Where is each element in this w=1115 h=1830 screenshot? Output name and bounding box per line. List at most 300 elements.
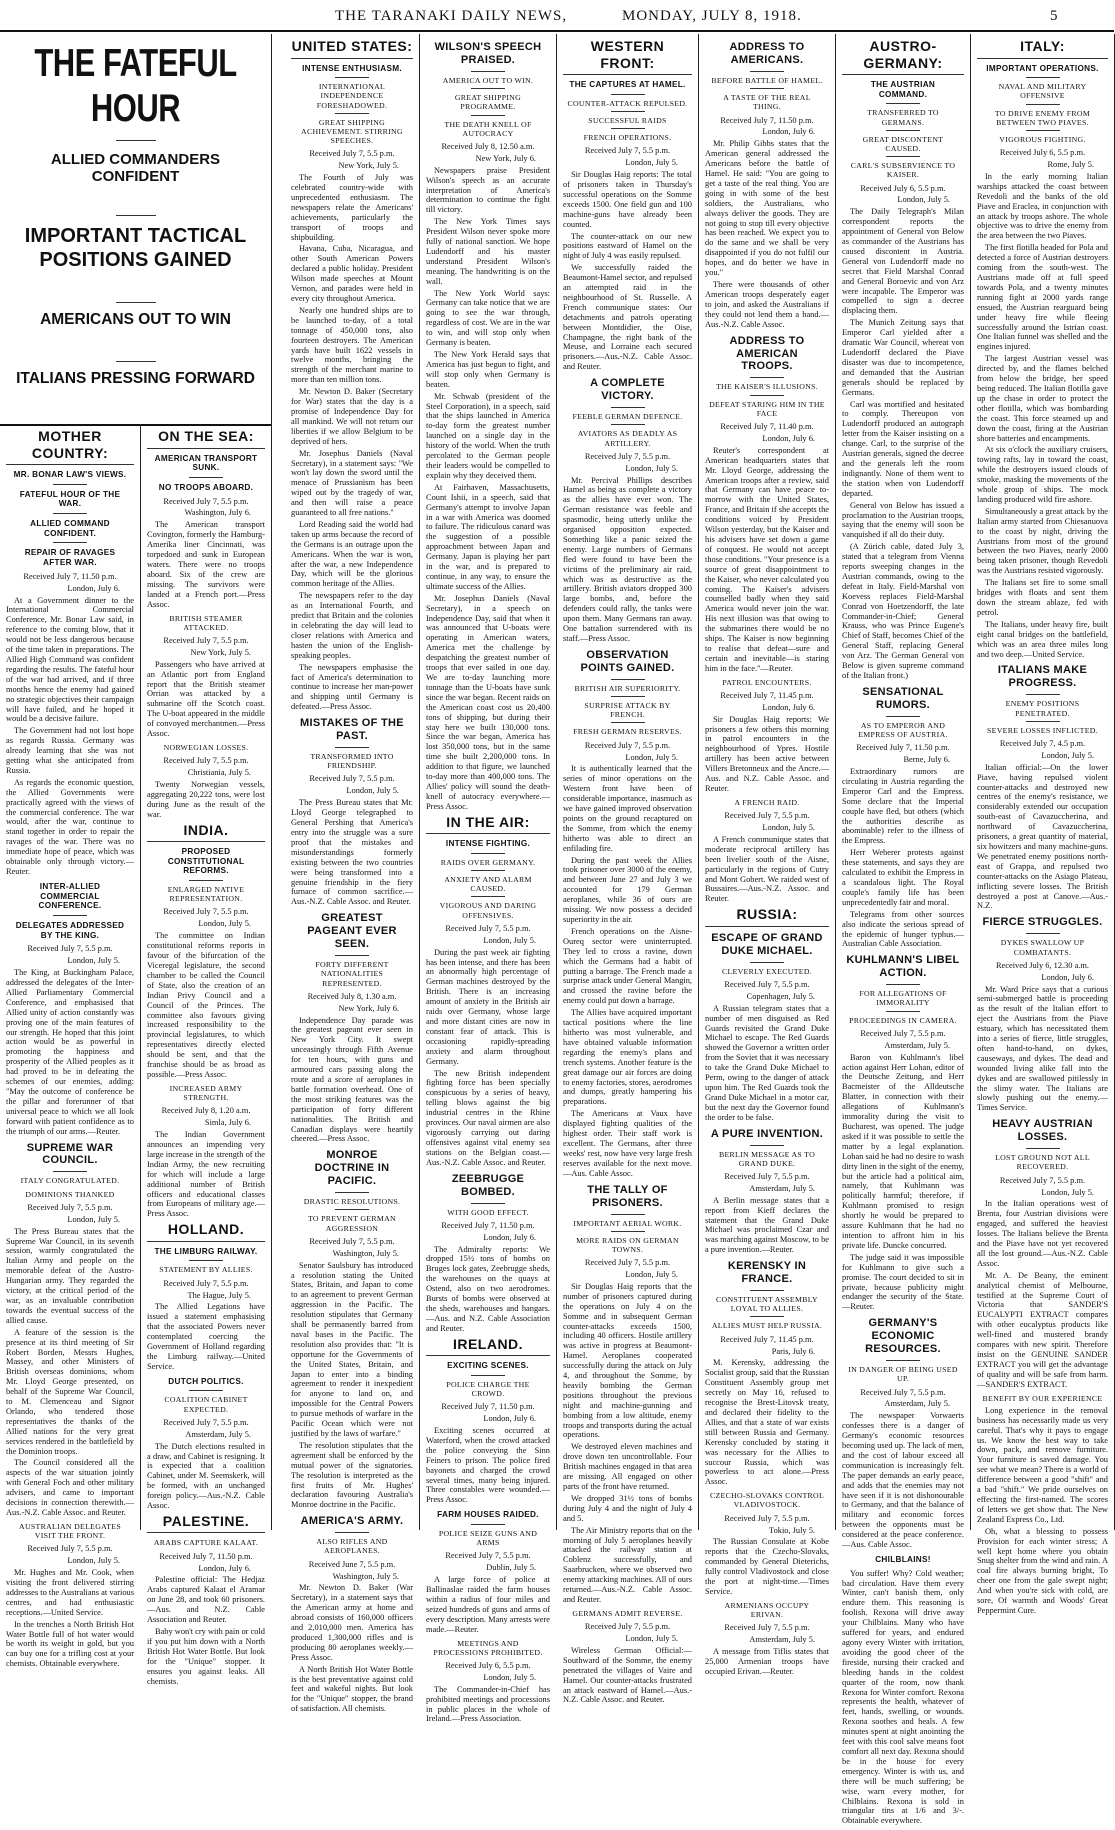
subhead: VIGOROUS AND DARING OFFENSIVES. bbox=[439, 901, 537, 920]
paragraph: We destroyed eleven machines and drove down ten uncontrollable. Four British machines engaged in that area are missing. All engaged on other parts of the front have returned. bbox=[563, 1442, 692, 1492]
paragraph: During the past week the Allies took prisoner over 3000 of the enemy, and between June 27 and July 3 we accounted for 179 German aeroplanes, while 36 of ours are missing. We now possess a decided superiority in the air. bbox=[563, 855, 692, 925]
lead-headlines bbox=[0, 34, 271, 400]
subhead: ALSO RIFLES AND AEROPLANES. bbox=[316, 1537, 388, 1556]
subhead: POLICE SEIZE GUNS AND ARMS bbox=[438, 1528, 538, 1548]
headline: OBSERVATION POINTS GAINED. bbox=[580, 648, 675, 674]
lead-subhead-3: AMERICANS OUT TO WIN bbox=[40, 311, 231, 328]
paragraph: The Allies have acquired important tactical positions where the line hitherto was most vulnerable, and have obtained valuable information regarding the enemy's plans and trench systems. Another feature is the great damage our air forces are doing to enemy factories, stores, aerodromes and dumps, greatly hampering his preparations. bbox=[563, 1008, 692, 1107]
paragraph: We dropped 31½ tons of bombs during July 4 and the night of July 4 and 5. bbox=[563, 1493, 692, 1523]
location-line: Amsterdam, July 5. bbox=[884, 1399, 950, 1409]
paragraph: The New York Herald says that America has just begun to fight, and will stop only when Germany is beaten. bbox=[426, 350, 550, 389]
paragraph: Wireless German Official:—Southward of the Somme, the enemy penetrated the villages of Vaire and Hamel. Our counter-attacks frustrated an attack eastward of Hamel.—Aus.-N.Z. Cable Assoc. and Reuter. bbox=[563, 1645, 692, 1705]
dateline: Received July 7, 5.5 p.m. bbox=[27, 944, 113, 954]
subhead: VIGOROUS FIGHTING. bbox=[999, 134, 1086, 144]
subhead: DYKES SWALLOW UP COMBATANTS. bbox=[1000, 938, 1085, 957]
subhead: CZECHO-SLOVAKS CONTROL VLADIVOSTOCK. bbox=[709, 1491, 825, 1510]
subhead: GREAT SHIPPING PROGRAMME. bbox=[454, 93, 522, 112]
advertisement: Oh, what a blessing to possess Provision for each winter stress; A well kept home where you obtain Snug shelter from the wind and rain. A coal fire always burning bright, To cheer one from the gale swept night; And when you're sick with cold, are sore, Of warmth and Woods' Great Peppermint Cure. bbox=[977, 1526, 1108, 1615]
location-line: London, July 5. bbox=[1041, 1187, 1094, 1197]
paragraph: The newspapers emphasise the fact of America's determination to continue to increase her man-power and shipping until Germany is defeated.—Press Assoc. bbox=[291, 662, 413, 712]
column-wilson-speech bbox=[420, 34, 557, 1724]
location-line: Christiania, July 5. bbox=[187, 768, 251, 778]
subhead: BRITISH AIR SUPERIORITY. bbox=[574, 683, 681, 693]
dateline: Received July 7, 5.5 p.m. bbox=[724, 979, 810, 989]
paragraph: The resolution stipulates that the agreement shall be enforced by the mutual power of the signatories. The resolution is interpreted as the first fruits of Mr. Hughes' declaration favouring Australia's Monroe doctrine in the Pacific. bbox=[291, 1440, 413, 1510]
lead-subhead-1: ALLIED COMMANDERS CONFIDENT bbox=[50, 151, 221, 185]
paragraph: We successfully raided the Beaumont-Hamel sector, and repulsed an attempted raid in the neighbourhood of St. Russelle. A French communique states: Our detachments and patrols operating between Montdidier, the Oise, Champagne, the right bank of the Meuse, and Lorraine each secured prisoners.—Aus.-N.Z. Cable Assoc. and Reuter. bbox=[563, 263, 692, 372]
paragraph: The Council considered all the aspects of the war situation jointly with General Foch and other military advisers, and came to important decisions in connection therewith.—Aus.-N.Z. Cable Assoc. and Reuter. bbox=[6, 1458, 134, 1517]
subhead: FRENCH OPERATIONS. bbox=[583, 133, 672, 143]
location-line: London, July 5. bbox=[897, 195, 950, 205]
headline: INTENSE ENTHUSIASM. bbox=[302, 63, 402, 73]
location-line: New York, July 6. bbox=[475, 153, 536, 163]
subhead: BERLIN MESSAGE AS TO GRAND DUKE. bbox=[718, 1149, 816, 1168]
paragraph: The Press Bureau states that Mr. Lloyd George telegraphed to General Pershing that America's entry into the struggle was a sure proof that the mistakes and misunderstandings formerly existing between the two countries were being transformed into a genuine friendship in the fiery furnace of common sacrifice.—Aus.-N.Z. Cable Assoc. and Reuter. bbox=[291, 798, 413, 907]
location-line: Dublin, July 5. bbox=[486, 1563, 536, 1573]
page-number: 5 bbox=[1050, 8, 1059, 24]
subhead: ALLIED COMMAND CONFIDENT. bbox=[30, 519, 110, 538]
paragraph: Sir Douglas Haig reports: We prisoners a few others this morning in patrol encounters in the neighbourhood of Ypres. Hostile artillery has been active between Villers Bretonneux and the Ancre.—Aus. and N.Z. Cable Assoc. and Reuter. bbox=[705, 714, 829, 793]
paragraph: A large force of police at Ballinaslae raided the farm houses within a radius of four miles and seized hundreds of guns and arms of every description. Many arrests were made.—Reuter. bbox=[426, 1575, 550, 1634]
headline: THE TALLY OF PRISONERS. bbox=[587, 1183, 668, 1209]
subhead: REPAIR OF RAVAGES AFTER WAR. bbox=[24, 548, 116, 568]
paragraph: The Allied Legations have issued a statement emphasising that the associated Powers never contemplated coercing the Government of Holland regarding the Limburg railway.—United Service. bbox=[147, 1302, 265, 1371]
advertisement: Long experience in the removal business has necessarily made us very careful. That's why it pays to engage us. We know the best way to take down, pack, and remove furniture. Your furniture is saved damage. You see what we mean? There is a world of difference between a good "shift" and a bad "shift." We pride ourselves on effecting the first-named. The scores of letters we get show that. The New Zealand Express Co., Ltd. bbox=[977, 1405, 1108, 1524]
location-line: Amsterdam, July 5. bbox=[749, 1635, 815, 1645]
location-line: London, July 6. bbox=[1041, 972, 1094, 982]
paragraph: Mr. Hughes and Mr. Cook, when visiting the front delivered stirring addresses to the Australians at various centres, and had enthusiastic receptions.—United Service. bbox=[6, 1568, 134, 1617]
paragraph: Herr Weberer protests against these statements, and says they are calculated to exhibit the Empress in a scandalous light. The Royal couple's family life has been unprecedentedly fair and moral. bbox=[842, 848, 964, 907]
subhead: ARABS CAPTURE KALAAT. bbox=[153, 1538, 259, 1548]
subhead: ANXIETY AND ALARM CAUSED. bbox=[444, 875, 532, 894]
location-line: New York, July 5. bbox=[190, 647, 251, 657]
paragraph: A Russian telegram states that a number of men disguised as Red Guards revisited the Grand Duke Michael to escape. The Red Guards showed the Governor a written order from the Soviet that it was necessary to take the Grand Duke Michael to Perm, owing to the danger of attack upon him. The Red Guards took the Grand Duke Michael in a motor car, but the next day the Governor found the order to be false. bbox=[705, 1003, 829, 1122]
paragraph: A feature of the session is the presence at its third meeting of Sir Robert Borden, Messrs Hughes, Massey, and other Ministers of British overseas dominions, whom Mr. Lloyd George presented, on behalf of the Supreme War Council, to M. Clemenceau and Signor Orlando, who tendered those representatives the thanks of the Allied nations for the very great services rendered in the battlefield by the Dominion troops. bbox=[6, 1327, 134, 1456]
section-heading: ON THE SEA: bbox=[147, 428, 265, 449]
location-line: London, July 6. bbox=[67, 583, 120, 593]
paragraph: General von Below has issued a proclamation to the Austrian troops, saying that the enemy will soon be vanquished if all do their duty. bbox=[842, 500, 964, 540]
dateline: Received July 7, 11.50 p.m. bbox=[23, 571, 117, 581]
paragraph: The American transport Covington, formerly the Hamburg-Amerika liner Cincinnati, was torpedoed and sunk in European waters. There were no troops aboard. Six of the crew are missing. The survivors were landed at a French port.—Press Assoc. bbox=[147, 520, 265, 609]
paragraph: At a Government dinner to the International Commercial Conference, Mr. Bonar Law said, in reference to the coming blow, that it would not be less dangerous because of the time taken in preparations. The Allied High Command was confident regarding the results. The fateful hour of the war had arrived, and if three months hence the enemy had gained no strategic objectives their campaign will have failed, and he hoped it would be a decisive failure. bbox=[6, 595, 134, 724]
subhead: ENEMY POSITIONS PENETRATED. bbox=[1005, 699, 1080, 718]
dateline: Received July 6, 12.30 a.m. bbox=[995, 960, 1090, 970]
dateline: Received July 7, 11.50 p.m. bbox=[441, 1220, 535, 1230]
subhead: FRESH GERMAN RESERVES. bbox=[573, 727, 682, 737]
headline: GERMANY'S ECONOMIC RESOURCES. bbox=[865, 1317, 941, 1356]
location-line: Simla, July 6. bbox=[204, 1118, 251, 1128]
subhead: ITALY CONGRATULATED. bbox=[20, 1176, 120, 1186]
headline: FIERCE STRUGGLES. bbox=[982, 916, 1103, 929]
location-line: London, July 5. bbox=[198, 919, 251, 929]
location-line: London, July 5. bbox=[1041, 750, 1094, 760]
paragraph: Simultaneously a great attack by the Italian army started from Chiesanuova to the coast by night, driving the Austrians from most of the ground between the two Piaves, nearly 2000 being taken prisoner, though Revedoli was the Austrians resisted vigorously. bbox=[977, 506, 1108, 576]
headline: MR. BONAR LAW'S VIEWS. bbox=[13, 470, 127, 480]
subhead: INTERNATIONAL INDEPENDENCE FORESHADOWED. bbox=[316, 82, 388, 110]
location-line: Amsterdam, July 5. bbox=[185, 1429, 251, 1439]
paragraph: M. Kerensky, addressing the Socialist group, said that the Russian Constituent Assembly group met secretly on May 16, refused to recognise the Brest-Litovsk treaty, and declared their fidelity to the Allies, and that a state of war exists still between Russia and Germany. Kerensky concluded by stating it was necessary for the Allies to succour Russia, which was powerless to act alone.—Press Assoc. bbox=[705, 1358, 829, 1487]
headline: AMERICA'S ARMY. bbox=[300, 1515, 404, 1528]
paragraph: There were thousands of other American troops desperately eager to join, and asked the Australians if they could not lend them a hand.—Aus.-N.Z. Cable Assoc. bbox=[705, 280, 829, 329]
dateline: Received July 7, 11.45 p.m. bbox=[720, 690, 814, 700]
subhead: IMPORTANT AERIAL WORK. bbox=[573, 1218, 682, 1228]
dateline: Received July 7, 5.5 p.m. bbox=[584, 451, 671, 461]
dateline: Received July 7, 11.40 p.m. bbox=[720, 422, 814, 431]
location-line: London, July 5. bbox=[625, 463, 678, 473]
subhead: MEETINGS AND PROCESSIONS PROHIBITED. bbox=[433, 1638, 543, 1657]
paragraph: Havana, Cuba, Nicaragua, and other South American Powers declared a public holiday. President Wilson made speeches at Mount Vernon, and parades were held in every city throughout America. bbox=[291, 244, 413, 303]
paragraph: The Commander-in-Chief has prohibited meetings and processions in public places in the whole of Ireland.—Press Association. bbox=[426, 1684, 550, 1724]
dateline: Received July 7, 11.50 p.m. bbox=[856, 743, 950, 753]
subhead: IN DANGER OF BEING USED UP. bbox=[848, 1365, 958, 1384]
paragraph: Independence Day parade was the greatest pageant ever seen in New York City. It swept unceasingly through Fifth Avenue for ten hours, with guns and armoured cars passing along the route and a score of aeroplanes in battle formation overhead. One of the most striking features was the participation of forty different nationalities. The British and Canadian displays were heartily cheered.—Press Assoc. bbox=[291, 1015, 413, 1144]
paragraph: In the Italian operations west of Brenta, four Austrian divisions were engaged, and suffered the heaviest losses. The Italians believe the Brenta and the Piave have not yet recovered all the lost ground.—Aus.-N.Z. Cable Assoc. bbox=[977, 1199, 1108, 1268]
paragraph: Mr. Schwab (president of the Steel Corporation), in a speech, said that the ships launched in America to-day form the greatest number launched on a single day in the history of the world. When the truth percolated to the German people their leaders would be compelled to explain why they deceived them. bbox=[426, 391, 550, 480]
headline: SENSATIONAL RUMORS. bbox=[862, 685, 944, 711]
paragraph: The New York World says: Germany can take notice that we are going to see the war through, regardless of cost. We are in the war to win, and will stop only when Germany is beaten. bbox=[426, 288, 550, 348]
dateline: Received July 7, 5.5 p.m. bbox=[724, 1623, 810, 1633]
paragraph: The largest Austrian vessel was directed by, and the flames belched from below the bridge, her speed being reduced. The Italian flotilla gave up the chase in order to protect the other flotilla, which was bombarding the coast. This force steamed up and down the coast, firing at the Austrian shore batteries and encampments. bbox=[977, 354, 1108, 443]
dateline: Received July 7, 5.5 p.m. bbox=[724, 811, 810, 821]
dateline: Received July 8, 1.30 a.m. bbox=[307, 991, 397, 1001]
subhead: FOR ALLEGATIONS OF IMMORALITY bbox=[859, 989, 947, 1008]
paragraph: Newspapers praise President Wilson's speech as an accurate interpretation of America's determination to continue the fight till victory. bbox=[426, 165, 550, 215]
paragraph: The Americans at Vaux have displayed fighting qualities of the highest order. Their staff work is excellent. The Germans, after three weeks' rest, now have very large fresh reserves available for the next move.—Aus. Cable Assoc. bbox=[563, 1109, 692, 1178]
headline: KERENSKY IN FRANCE. bbox=[727, 1260, 807, 1286]
headline: SUPREME WAR COUNCIL. bbox=[26, 1141, 114, 1167]
subhead: BEFORE BATTLE OF HAMEL. bbox=[711, 75, 823, 85]
subhead: FATEFUL HOUR OF THE WAR. bbox=[19, 489, 121, 509]
location-line: London, July 6. bbox=[762, 433, 815, 443]
dateline: Received July 6, 5.5 p.m. bbox=[999, 148, 1086, 158]
paragraph: The King, at Buckingham Palace, addressed the delegates of the Inter-Allied Parliamentary Commercial Conference, and emphasised that Allied unity of action constantly was proving one of the main features of our strength. He hoped that this joint action would be as powerful in promoting the happiness and prosperity of the Allied peoples as it had proved to be in defeating the schemes of our enemies, adding: "May the outcome of conference be the pillar and forerunner of that universal peace to which we all look forward with patient confidence as to the triumph of our arms.—Reuter. bbox=[6, 968, 134, 1136]
headline: EXCITING SCENES. bbox=[447, 1361, 529, 1371]
subhead: A TASTE OF THE REAL THING. bbox=[723, 93, 811, 112]
lead-subhead-4: ITALIANS PRESSING FORWARD bbox=[16, 370, 255, 387]
column-united-states bbox=[285, 34, 420, 1714]
headline: IMPORTANT OPERATIONS. bbox=[986, 63, 1099, 73]
location-line: Washington, July 5. bbox=[332, 1571, 399, 1581]
subhead: ALLIES MUST HELP RUSSIA. bbox=[711, 1321, 823, 1331]
location-line: London, July 5. bbox=[67, 1214, 120, 1224]
paragraph: The Indian Government announces an impending very large increase in the strength of the Indian Army, the new recruiting for which will include a large additional number of British officers and educational classes from Europeans of military age.—Press Assoc. bbox=[147, 1130, 265, 1219]
advertisement: In the trenches a North British Hot Water Bottle full of hot water would be worth its weight in gold, but you can buy one for a trifling cost at your chemists. Obtainable everywhere. bbox=[6, 1619, 134, 1669]
paragraph: Exciting scenes occurred at Waterford, when the crowd attacked the police conveying the Sinn Feiners to prison. The police fired bayonets and charged the crowd several times, many being injured. Three constables were wounded.—Press Assoc. bbox=[426, 1426, 550, 1505]
subhead: BRITISH STEAMER ATTACKED. bbox=[169, 613, 243, 632]
subhead: TRANSFERRED TO GERMANS. bbox=[867, 108, 939, 127]
dateline: Received June 7, 5.5 p.m. bbox=[308, 1559, 396, 1569]
headline: ITALIANS MAKE PROGRESS. bbox=[997, 664, 1088, 690]
location-line: New York, July 6. bbox=[338, 1003, 399, 1013]
paragraph: The committee on Indian constitutional reforms reports in favour of the bifurcation of the Viceregal legislature, the second chamber to be called the Council of State, also the creation of an Indian Privy Council and a Council of the Princes. The committee also favours giving increased responsibility to the provincial legislatures, to which representatives directly elected should be sent, and that the franchise should be as broad as possible.—Press Assoc. bbox=[147, 931, 265, 1079]
paragraph: Mr. Newton D. Baker (Secretary for War) states that the day is a promise of Independence Day for all mankind. We will not return our liberties if we allow Belgium to be deprived of hers. bbox=[291, 387, 413, 446]
headline: A COMPLETE VICTORY. bbox=[590, 377, 665, 403]
paragraph: Sir Douglas Haig reports: The total of prisoners taken in Thursday's successful operations on the Somme exceeds 1500. One field gun and 100 machine-guns have already been counted. bbox=[563, 170, 692, 229]
paragraph: The Admiralty reports: We dropped 15½ tons of bombs on Bruges lock gates, Zeebrugge sheds, the warehouses on the quays at Ostend, also on two aerodromes. Bursts of bombs were observed at the sheds, warehouses and hangars.—Aus. and N.Z. Cable Association and Reuter. bbox=[426, 1244, 550, 1333]
paragraph: Twenty Norwegian vessels, aggregating 20,222 tons, were lost during June as the result of the war. bbox=[147, 779, 265, 819]
headline: ADDRESS TO AMERICANS. bbox=[729, 41, 805, 66]
dateline: Received July 7, 5.5 p.m. bbox=[309, 1236, 395, 1246]
dateline: Received July 7, 5.5 p.m. bbox=[584, 740, 671, 750]
subhead: DELEGATES ADDRESSED BY THE KING. bbox=[15, 920, 125, 940]
dateline: Received July 7, 5.5 p.m. bbox=[445, 923, 531, 933]
section-heading: IN THE AIR: bbox=[426, 814, 550, 835]
dateline: Received July 7, 5.5 p.m. bbox=[584, 1622, 671, 1632]
location-line: London, July 5. bbox=[483, 1672, 536, 1682]
location-line: London, July 5. bbox=[762, 823, 815, 832]
subhead: AVIATORS AS DEADLY AS ARTILLERY. bbox=[577, 429, 678, 448]
paragraph: Palestine official: The Hedjaz Arabs captured Kalaat el Aramar on June 28, and took 60 prisoners.—Aus. and N.Z. Cable Association and Reuter. bbox=[147, 1575, 265, 1625]
headline: THE LIMBURG RAILWAY. bbox=[154, 1246, 258, 1256]
location-line: New York, July 5. bbox=[338, 161, 399, 171]
headline: A PURE INVENTION. bbox=[710, 1127, 824, 1140]
subhead: AUSTRALIAN DELEGATES VISIT THE FRONT. bbox=[19, 1521, 121, 1541]
paragraph: Lord Reading said the world had taken up arms because the record of the Germans is an outrage upon the Americans. When the war is won, after the war, a new Independence Day, which will be the glorious common heritage of the Allies. bbox=[291, 519, 413, 589]
location-line: Washington, July 5. bbox=[332, 1248, 399, 1258]
subhead: AS TO EMPEROR AND EMPRESS OF AUSTRIA. bbox=[858, 720, 948, 740]
paragraph: As regards the economic question, the Allied Governments were practically agreed with the views of the commercial conference. The war would, after the war, continue to stand together in order to repair the ravages of the war. There was no immediate hope of peace, which was obtainable only through victory.—Reuter. bbox=[6, 777, 134, 877]
paragraph: The Italians, under heavy fire, built eight canal bridges on the battlefield, which was an area three miles long and two deep.—United Service. bbox=[977, 619, 1108, 659]
headline: ESCAPE OF GRAND DUKE MICHAEL. bbox=[711, 931, 823, 957]
column-italy bbox=[971, 34, 1115, 1615]
paragraph: The Government had not lost hope as regards Russia. Germany was already learning that she was not getting what she anticipated from Russia. bbox=[6, 726, 134, 775]
paragraph: The new British independent fighting force has been specially conspicuous by a series of heavy, telling blows against the big industrial centres in the Rhine provinces. Our naval airmen are also vigorously carrying out daring offensives against vital enemy sea stations on the Belgian coast.—Aus.-N.Z. Cable Assoc. and Reuter. bbox=[426, 1068, 550, 1167]
subhead: COUNTER-ATTACK REPULSED. bbox=[567, 98, 688, 108]
section-heading: AUSTRO-GERMANY: bbox=[842, 38, 964, 75]
advertisement: Baby won't cry with pain or cold if you put him down with a North British Hot Water Bottle. But look for the "Unique" stopper. It ensures you against leaks. All chemists. bbox=[147, 1627, 265, 1686]
subhead: RAIDS OVER GERMANY. bbox=[440, 857, 536, 867]
section-heading: MOTHER COUNTRY: bbox=[6, 428, 134, 465]
dateline: Received July 7, 5.5 p.m. bbox=[445, 1551, 531, 1561]
subhead: CONSTITUENT ASSEMBLY LOYAL TO ALLIES. bbox=[716, 1295, 818, 1314]
subhead: INCREASED ARMY STRENGTH. bbox=[169, 1083, 243, 1103]
section-heading: RUSSIA: bbox=[705, 906, 829, 927]
subhead: A FRENCH RAID. bbox=[734, 797, 800, 807]
subhead: GREAT DISCONTENT CAUSED. bbox=[862, 134, 944, 153]
location-line: Rome, July 5. bbox=[1047, 160, 1094, 170]
dateline: Received July 7, 5.5 p.m. bbox=[163, 756, 249, 766]
location-line: London, July 6. bbox=[483, 1232, 536, 1242]
paragraph: Nearly one hundred ships are to be launched to-day, of a total tonnage of 450,000 tons, also fourteen destroyers. The American yards have built 1622 vessels in twelve months, bringing the strength of the merchant marine to more than ten million tons. bbox=[291, 305, 413, 385]
dateline: Received July 8, 1.20 a.m. bbox=[161, 1106, 251, 1116]
dateline: Received July 7, 5.5 p.m. bbox=[163, 635, 249, 645]
dateline: Received July 6, 5.5 p.m. bbox=[860, 183, 946, 193]
subhead: NAVAL AND MILITARY OFFENSIVE bbox=[998, 82, 1087, 101]
paragraph: The newspapers refer to the day as an International Fourth, and predict that Britain and the colonies in celebrating the day will lead to closer relations with America and hasten the union of the English-speaking peoples. bbox=[291, 591, 413, 660]
paragraph: A French communique states that moderate reciprocal artillery has been livelier south of the Aisne, particularly in the regions of Cutry and Mont Gobert. We raided west of Bussaires.—Aus.-N.Z. Assoc. and Reuter. bbox=[705, 834, 829, 904]
headline: ADDRESS TO AMERICAN TROOPS. bbox=[729, 334, 805, 373]
headline: KUHLMANN'S LIBEL ACTION. bbox=[846, 954, 960, 980]
paragraph: Mr. Josephus Daniels (Naval Secretary), in a speech on Independence Day, said that when it was announced that U-boats were operating in American waters, America met the challenge by despatching the greatest number of troops that ever sailed in one day. We are to-day launching more tonnage than the U-boats have sunk since the war began. Recent raids on the American coast cost us 20,400 tons of shipping, but during their stay here we built 130,000 tons. Since the war began, America has lost 350,000 tons, but in the same time she built 2,200,000 tons. In addition to that figure, we launched to-day more than 400,000 tons. The Allies' policy will sound the death-knell of autocracy everywhere.—Press Assoc. bbox=[426, 593, 550, 811]
paragraph: French operations on the Aisne-Oureq sector were uninterrupted. They led to cross a ravine, down which the Germans had a habit of putting a barrage. The French made a surprise attack under General Mangin, and crossed the ravine before the enemy could put down a barrage. bbox=[563, 926, 692, 1006]
subhead: PROCEEDINGS IN CAMERA. bbox=[849, 1015, 957, 1025]
paragraph: Extraordinary rumors are circulating in Austria regarding the Emperor Carl and the Empress. Some declare that the Imperial couple have fled, but others (which the authorities describe as abominable) refer to the illness of the Empress. bbox=[842, 767, 964, 846]
paragraph: Telegrams from other sources also indicate the serious spread of the epidemic of hunger typhus.—Australian Cable Association. bbox=[842, 909, 964, 949]
headline: FARM HOUSES RAIDED. bbox=[437, 1510, 539, 1520]
section-heading: HOLLAND. bbox=[147, 1221, 265, 1242]
paragraph: The Daily Telegraph's Milan correspondent reports the appointment of General von Below as commander of the Austrians has caused discontent in Austria. General von Ludendorff made no secret that Field Marshal Conrad and General Boroevic and von Arz were incapable. The Emperor was compelled to sign a decree displacing them. bbox=[842, 207, 964, 316]
subhead: ENLARGED NATIVE REPRESENTATION. bbox=[167, 885, 245, 904]
subhead: TO PREVENT GERMAN AGGRESSION bbox=[308, 1214, 396, 1233]
paragraph: Mr. Newton D. Baker (War Secretary), in a statement says that the American army at home and abroad consists of 160,000 officers and 2,010,000 men. America has produced 1,300,000 rifles and is producing 80 aeroplanes weekly.—Press Assoc. bbox=[291, 1583, 413, 1662]
dateline: Received July 8, 12.50 a.m. bbox=[441, 141, 535, 151]
dateline: Received July 7, 5.5 p.m. bbox=[584, 1258, 671, 1268]
subhead: LOST GROUND NOT ALL RECOVERED. bbox=[995, 1153, 1090, 1172]
subhead: GERMANS ADMIT REVERSE. bbox=[572, 1608, 683, 1618]
subhead: DRASTIC RESOLUTIONS. bbox=[303, 1197, 401, 1207]
subhead: PATROL ENCOUNTERS. bbox=[722, 677, 812, 687]
paragraph: During the past week air fighting has been intense, and there has been an abnormally high percentage of German machines destroyed by the British. There is an increasing amount of anxiety in the British air raids over Germany, whose large and more distant cities are now in constant fear of attack. This is occasioning rapidly-spreading anxiety and alarm throughout Germany. bbox=[426, 947, 550, 1066]
paragraph: At Fairhaven, Massachusetts, Count Ishii, in a speech, said that Germany's attempt to involve Japan in a war with America was doomed to failure. The ridiculous canard was the suggestion of a possible approachment between Japan and Germany. Japan is playing her part in the war, and is prepared to continue, in any way, to ensure the ultimate success of the Allies. bbox=[426, 482, 550, 591]
paragraph: A Berlin message states that a report from Kieff declares the statement that the Grand Duke Michael was proclaimed Czar and was marching against Moscow, to be a pure invention.—Reuter. bbox=[705, 1195, 829, 1255]
subhead: TO DRIVE ENEMY FROM BETWEEN TWO PIAVES. bbox=[994, 108, 1091, 127]
subhead: WITH GOOD EFFECT. bbox=[447, 1207, 529, 1217]
masthead bbox=[0, 0, 1114, 32]
paragraph: The Fourth of July was celebrated country-wide with unprecedented enthusiasm. The newspapers relate the Americans' achievements, particularly the transport of troops and shipbuilding. bbox=[291, 173, 413, 242]
paragraph: The Press Bureau states that the Supreme War Council, in its seventh session, warmly congratulated the Italian Army and people on the memorable defeat of the Austro-Hungarian army. They regarded the victory, at the critical period of the war, as an invaluable contribution towards the eventual success of the allied cause. bbox=[6, 1226, 134, 1325]
advertisement-heading: BENEFIT BY OUR EXPERIENCE bbox=[982, 1393, 1103, 1403]
subhead: NO TROOPS ABOARD. bbox=[158, 482, 254, 492]
dateline: Received July 7, 11.50 p.m. bbox=[441, 1402, 535, 1412]
subhead: MORE RAIDS ON GERMAN TOWNS. bbox=[576, 1235, 679, 1254]
section-heading: INDIA. bbox=[147, 822, 265, 843]
advertisement-heading: CHILBLAINS! bbox=[875, 1555, 931, 1564]
subhead: POLICE CHARGE THE CROWD. bbox=[446, 1379, 530, 1399]
paragraph: Mr. Philip Gibbs states that the American general addressed the Americans before the battle of Hamel. He said: "You are going to get a taste of the real thing. You are going in with some of the best soldiers, the Australians, who always deliver the goods. They are not going to stop till every objective has been reached. We expect you to do the same and we shall be very disappointed if you do not fulfil our hopes, and do better we have in you." bbox=[705, 139, 829, 278]
paragraph: Reuter's correspondent at American headquarters states that Mr. Lloyd George, addressing the American troops after a review, said that Germany can have peace to-morrow with the United States, France, and Britain if she accepts the conditions voiced by President Wilson yesterday, but the Kaiser and his advisers have set down a game of conquest. He would not accept those conditions. "Your presence is a source of great disappointment to the Kaiser, who never calculated you coming. The Kaiser's advisers counselled badly when they said America would never join the war. His next illusion was that owing to the submarines there would be no ships. The Kaiser is now beginning to realise that defeat—sure and certain and inevitable—is staring him in the face."—Reuter. bbox=[705, 445, 829, 673]
subhead: GREAT SHIPPING ACHIEVEMENT. STIRRING SPEECHES. bbox=[301, 117, 403, 146]
subhead: CLEVERLY EXECUTED. bbox=[721, 966, 813, 976]
location-line: Paris, July 6. bbox=[771, 1346, 815, 1356]
dateline: Received July 7, 5.5 p.m. bbox=[163, 907, 249, 917]
paragraph: The Dutch elections resulted in a draw, and Cabinet is resigning. It is expected that a coalition Cabinet, under M. Seemskerk, will be formed, with an unchanged foreign policy.—Aus.-N.Z. Cable Assoc. bbox=[147, 1441, 265, 1511]
issue-date: MONDAY, JULY 8, 1918. bbox=[622, 8, 802, 24]
paragraph: It is authentically learned that the series of minor operations on the Western front have been of considerable importance, inasmuch as we have gained improved observation points on the ground recaptured on the Somme, from which the enemy hitherto was able to direct an enfilading fire. bbox=[563, 764, 692, 853]
location-line: Amsterdam, July 5. bbox=[884, 1040, 950, 1050]
dateline: Received July 7, 5.5 p.m. bbox=[724, 1513, 810, 1523]
dateline: Received July 7, 5.5 p.m. bbox=[724, 1171, 810, 1181]
subhead: DOMINIONS THANKED bbox=[25, 1189, 115, 1199]
headline: INTENSE FIGHTING. bbox=[445, 839, 531, 849]
section-heading: IRELAND. bbox=[426, 1336, 550, 1357]
location-line: London, July 5. bbox=[625, 1633, 678, 1643]
dateline: Received July 7, 11.50 p.m. bbox=[720, 115, 814, 125]
column-on-the-sea bbox=[141, 424, 271, 1686]
section-heading: PALESTINE. bbox=[147, 1513, 265, 1534]
paragraph: In the early morning Italian warships attacked the coast between Revedoli and the banks of the old Piave and Eraclea, in conjunction with an attack by troops ashore. The whole objective was to drive the enemy from the area between the two Piaves. bbox=[977, 171, 1108, 241]
location-line: London, July 6. bbox=[762, 702, 815, 712]
section-heading: ITALY: bbox=[977, 38, 1108, 59]
subhead: THE KAISER'S ILLUSIONS. bbox=[715, 382, 819, 392]
location-line: The Hague, July 5. bbox=[187, 1290, 251, 1300]
dateline: Received July 7, 5.5 p.m. bbox=[163, 1278, 249, 1288]
dateline: Received July 7, 5.5 p.m. bbox=[27, 1544, 113, 1554]
lead-headline: THE FATEFUL HOUR bbox=[34, 41, 237, 130]
subhead: SURPRISE ATTACK BY FRENCH. bbox=[584, 701, 671, 720]
location-line: London, July 5. bbox=[346, 786, 399, 796]
column-address-to-americans bbox=[699, 34, 836, 1676]
lead-subhead-2: IMPORTANT TACTICAL POSITIONS GAINED bbox=[24, 225, 247, 271]
paragraph: The New York Times says President Wilson never spoke more fully of national sanction. We hope Ludendorff and his master understand President Wilson's meaning. The handwriting is on the wall. bbox=[426, 217, 550, 286]
headline: HEAVY AUSTRIAN LOSSES. bbox=[992, 1118, 1093, 1144]
section-heading: UNITED STATES: bbox=[291, 38, 413, 59]
dateline: Received July 7, 11.45 p.m. bbox=[720, 1334, 814, 1344]
headline: INTER-ALLIED COMMERCIAL CONFERENCE. bbox=[38, 881, 102, 911]
headline: MONROE DOCTRINE IN PACIFIC. bbox=[314, 1149, 390, 1188]
dateline: Received July 7, 5.5 p.m. bbox=[163, 496, 249, 506]
paragraph: Passengers who have arrived at an Atlantic port from England report that the British steamer Orrian was attacked by a submarine off the Scotch coast. The U-boat appeared in the middle of convoyed merchantmen.—Press Assoc. bbox=[147, 659, 265, 739]
headline: ZEEBRUGGE BOMBED. bbox=[451, 1172, 525, 1198]
headline: WILSON'S SPEECH PRAISED. bbox=[434, 41, 542, 66]
location-line: Berne, July 6. bbox=[903, 755, 950, 765]
advertisement: Mr. A. De Beany, the eminent analytical chemist of Melbourne, testified at the Supreme Court of Victoria that SANDER'S EUCALYPTI EXTRACT compares with other eucalyptus products like well-fined and mustered brandy compares with new spirit. Therefore insist on the GENUINE SANDER EXTRACT you will get the advantage of quality and will be safe from harm.—SANDER'S EXTRACT. bbox=[977, 1270, 1108, 1389]
column-austro-germany bbox=[836, 34, 971, 1826]
headline: GREATEST PAGEANT EVER SEEN. bbox=[307, 912, 397, 951]
dateline: Received July 6, 5.5 p.m. bbox=[445, 1660, 531, 1670]
paragraph: Mr. Ward Price says that a curious semi-submerged battle is proceeding as the result of the Italian effort to eject the Austrians from the Piave estuary, which has necessitated them into a series of fierce, little struggles, often hand-to-hand, on dykes, causeways, and dykes. The dead and wounded living alike fall into the dykes and are swallowed pitilessly in the slimy water. The Italians are slowly pushing out the enemy.—Times Service. bbox=[977, 984, 1108, 1113]
dateline: Received July 7, 5.5 p.m. bbox=[309, 149, 395, 159]
dateline: Received July 7, 5.5 p.m. bbox=[27, 1202, 113, 1212]
subhead: SEVERE LOSSES INFLICTED. bbox=[987, 725, 1098, 735]
subhead: SUCCESSFUL RAIDS bbox=[588, 115, 667, 125]
subhead: FEEBLE GERMAN DEFENCE. bbox=[572, 412, 683, 422]
paragraph: Italian official:—On the lower Piave, having repulsed violent counter-attacks and destroyed new centres of the enemy's resistance, we considerably extended our occupation south-east of Cavazuccherina, and northward of Cavazuccherina, prisoners, a great quantity of material, six howitzers and many machine-guns. We penetrated enemy positions north-east of Grappa, and repulsed two counter-attacks on the Asiago Plateau, inflicting severe losses. The British destroyed a post at Canove.—Aus.-N.Z. bbox=[977, 762, 1108, 911]
location-line: Copenhagen, July 5. bbox=[746, 991, 815, 1001]
paragraph: Sir Douglas Haig reports that the number of prisoners captured during the operations on July 4 on the Somme and in subsequent German counter-attacks exceeds 1500, including 40 officers. Hostile artillery was active in progress at Beaumont-Hamel. Aeroplanes cooperated successfully during the attack on July 4, and throughout the Somme, by heavily bombing the German positions throughout the previous night and machine-gunning and bombing from a low altitude, enemy troops and transports during the actual operations. bbox=[563, 1281, 692, 1440]
subhead: STATEMENT BY ALLIES. bbox=[159, 1265, 253, 1275]
paragraph: Mr. Josephus Daniels (Naval Secretary), in a statement says: "We won't lay down the sword until the menace of Prussianism has been wiped out by the tragedy of war, and then will raise a peace guaranteed to all free nations." bbox=[291, 448, 413, 518]
section-heading: WESTERN FRONT: bbox=[563, 38, 692, 75]
subhead: CARL'S SUBSERVIENCE TO KAISER. bbox=[850, 161, 956, 180]
paragraph: The Air Ministry reports that on the morning of July 5 aeroplanes heavily attacked the railway station at Coblenz successfully, and Saarbrucken, where we observed two enemy attacking machines. All of ours returned.—Aus.-N.Z. Cable Assoc. and Reuter. bbox=[563, 1525, 692, 1604]
location-line: Tokio, July 5. bbox=[769, 1525, 815, 1535]
paragraph: The counter-attack on our new positions eastward of Hamel on the night of July 4 was easily repulsed. bbox=[563, 231, 692, 261]
location-line: London, July 5. bbox=[625, 158, 678, 168]
location-line: London, July 5. bbox=[483, 935, 536, 945]
dateline: Received July 7, 5.5 p.m. bbox=[163, 1417, 249, 1427]
paragraph: Mr. Percival Phillips describes Hamel as being as complete a victory as the allies have ever won. The German resistance was feeble and spasmodic, being utterly unlike the organised opposition expected. Something like a panic seized the enemy. Large numbers of Germans fled were found to have been the victims of the preliminary air raid, which was as destructive as the artillery. British aviators dropped 300 large bombs, and, before the defenders could rally, the tanks were upon them. Many Germans ran away. One battalion surrendered with its staff.—Press Assoc. bbox=[563, 475, 692, 644]
headline: DUTCH POLITICS. bbox=[168, 1376, 244, 1386]
paragraph: The first flotilla headed for Pola and detected a force of Austrian destroyers coming from the south-west. The Austrians made off at full speed towards Pola, and a twenty minutes running fight at 2000 yards range ensued, the Austrian rearguard being under heavy fire while fleeing successfully around the Istrian coast. One Italian funnel was shelled and the engines injured. bbox=[977, 243, 1108, 352]
lead-split-columns bbox=[0, 424, 271, 1686]
paragraph: Carl was mortified and hesitated to comply. Thereupon von Ludendorff produced an autograph letter from the Kaiser insisting on a change. Carl, to the surprise of the Austrian generals, signed the decree and the generals left the room indignantly. None of them went to the station when von Ludendorff departed. bbox=[842, 399, 964, 498]
subhead: ARMENIANS OCCUPY ERIVAN. bbox=[724, 1600, 810, 1620]
subhead: TRANSFORMED INTO FRIENDSHIP. bbox=[310, 752, 394, 771]
advertisement: A North British Hot Water Bottle is the best preventative against cold feet and wakeful nights. But look for the "Unique" stopper, the brand of satisfaction. All chemists. bbox=[291, 1664, 413, 1714]
subhead: AMERICA OUT TO WIN. bbox=[442, 75, 534, 85]
subhead: DEFEAT STARING HIM IN THE FACE bbox=[709, 399, 825, 418]
location-line: London, July 5. bbox=[67, 1556, 120, 1566]
advertisement: You suffer! Why? Cold weather; bad circulation. Have them every Winter, can't banish them, only endure them. This reasoning is foolish. Rexona will drive away your Chilblains. Many who have suffered for years, and endured agony every Winter with irritation, avoiding the good cheer of the fireside, nursing their cracked and bleeding hands in the coldest quarter of the room, now thank Rexona for Winter comfort. Rexona represents the health, whatever of feet, hands, swelling, or wounds. Rexona soothes and heals. A few minutes spent at night anointing the feet with this cool salve means foot comfort all next day. Rexona should be in the house for every emergency. Winter is with us, and there will be much suffering; be wise, warn every mother, for Chilblains. Rexona is sold in triangular tins at 1/6 and 3/-. Obtainable everywhere. bbox=[842, 1568, 964, 1826]
column-western-front bbox=[557, 34, 699, 1705]
dateline: Received July 7, 11.50 p.m. bbox=[159, 1551, 253, 1561]
location-line: London, July 5. bbox=[625, 1269, 678, 1279]
paragraph: (A Zürich cable, dated July 3, stated that a telegram from Vienna reports sweeping changes in the Austrian commands, owing to the defeat in Italy. Field-Marshal von Koevess replaces Field-Marshal Conrad von Hoetzendorff, the late Commander-in-Chief; General Krauss, who was Prince Eugene's Chief of Staff, becomes Chief of the General Staff, replacing General von Arz. The German General von Below is given supreme command of the Italian front.) bbox=[842, 542, 964, 680]
paragraph: The newspaper Vorwaerts confesses there is a danger of Germany's economic resources becoming used up. The lack of men, and the cost of labour exceed all communication is increasingly felt. The paper demands an early peace, and adds that the enemies may not have seen if it is not dishonourable to Germany, and that the balance of military and economic forces between the opponents must be considered at the peace conference.—Aus. Cable Assoc. bbox=[842, 1411, 964, 1550]
paragraph: At six o'clock the auxiliary cruisers, towing rafts, lay in toward the coast, while the destroyers issued clouds of smoke, masking the movements of the whole group of ships. The mock landing produced wild fire ashore. bbox=[977, 445, 1108, 504]
location-line: Washington, July 6. bbox=[184, 508, 251, 518]
paragraph: The Russian Consulate at Kobe reports that the Czecho-Slovaks, commanded by General Dieterichs, fully control Vladivostock and close the port at night-time.—Times Service. bbox=[705, 1537, 829, 1596]
location-line: London, July 6. bbox=[762, 127, 815, 137]
subhead: FORTY DIFFERENT NATIONALITIES REPRESENTED. bbox=[315, 960, 389, 988]
dateline: Received July 7, 5.5 p.m. bbox=[860, 1028, 946, 1038]
column-mother-country bbox=[0, 424, 141, 1669]
front-left-block bbox=[0, 34, 272, 1686]
dateline: Received July 7, 5.5 p.m. bbox=[999, 1175, 1086, 1185]
dateline: Received July 7, 5.5 p.m. bbox=[860, 1387, 946, 1397]
subhead: NORWEGIAN LOSSES. bbox=[163, 742, 249, 752]
newspaper-title: THE TARANAKI DAILY NEWS, bbox=[335, 8, 568, 24]
